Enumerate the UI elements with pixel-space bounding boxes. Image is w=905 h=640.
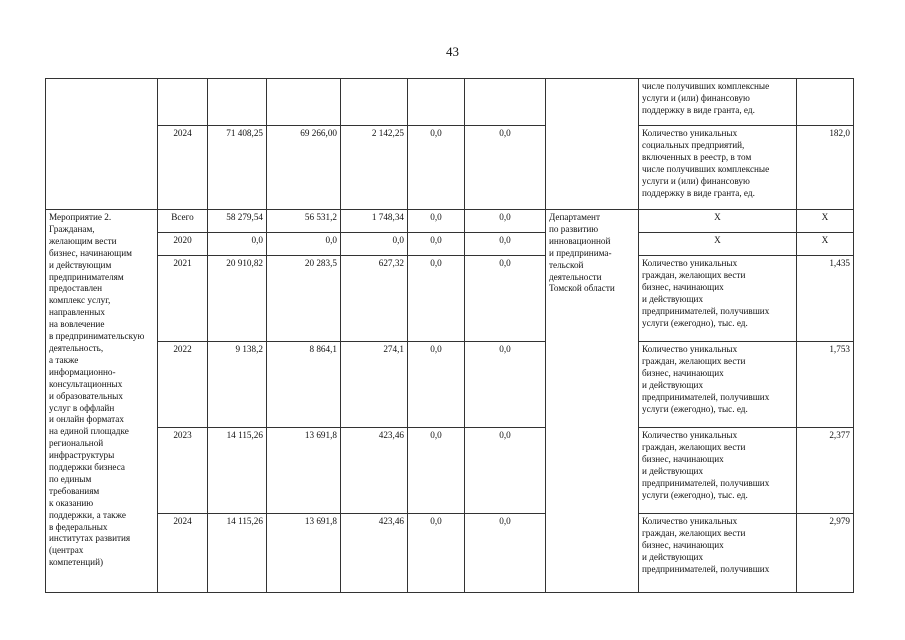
indicator-cell: Количество уникальных социальных предприятий, включенных в реестр, в том числе получивших комплексные услуги и (или) финансовую поддержку в виде гранта, ед. — [639, 126, 797, 210]
value-cell: 1,753 — [797, 342, 854, 428]
year-cell: 2023 — [158, 428, 208, 514]
year-cell: 2020 — [158, 233, 208, 256]
indicator-cell: числе получивших комплексные услуги и (или) финансовую поддержку в виде гранта, ед. — [639, 79, 797, 126]
table-row — [46, 514, 854, 593]
value-cell: Х — [797, 210, 854, 233]
program-table — [45, 78, 854, 593]
extra-cell: 0,0 — [465, 210, 546, 233]
indicator-cell: Х — [639, 210, 797, 233]
year-cell: Всего — [158, 210, 208, 233]
value-cell: 1,435 — [797, 256, 854, 342]
event-name-cell: Мероприятие 2. Гражданам, желающим вести бизнес, начинающим и действующим предпринимателям предоставлен комплекс услуг, направленных на вовлечение в предпринимательскую деятельность, а также информационно- консультационных и образовательных услуг в оффлайн и онлайн форматах на единой площадке региональной инфраструктуры поддержки бизнеса по единым требованиям к оказанию поддержки, а также в федеральных институтах развития (центрах компетенций) — [46, 210, 158, 593]
local-cell: 0,0 — [408, 233, 465, 256]
indicator-cell: Х — [639, 233, 797, 256]
federal-cell: 56 531,2 — [267, 210, 341, 233]
regional-cell: 0,0 — [341, 233, 408, 256]
table-row — [46, 79, 854, 126]
local-cell: 0,0 — [408, 342, 465, 428]
federal-cell: 69 266,00 — [267, 126, 341, 210]
total-cell: 58 279,54 — [208, 210, 267, 233]
local-cell: 0,0 — [408, 514, 465, 593]
table-row — [46, 233, 854, 256]
local-cell: 0,0 — [408, 210, 465, 233]
table-row — [46, 210, 854, 233]
regional-cell: 1 748,34 — [341, 210, 408, 233]
federal-cell: 0,0 — [267, 233, 341, 256]
federal-cell: 13 691,8 — [267, 514, 341, 593]
value-cell: 2,979 — [797, 514, 854, 593]
year-cell: 2021 — [158, 256, 208, 342]
value-cell: 2,377 — [797, 428, 854, 514]
regional-cell: 423,46 — [341, 514, 408, 593]
department-cell: Департамент по развитию инновационной и предпринима- тельской деятельности Томской области — [546, 210, 639, 593]
table-row — [46, 256, 854, 342]
regional-cell: 2 142,25 — [341, 126, 408, 210]
indicator-cell: Количество уникальных граждан, желающих вести бизнес, начинающих и действующих предпринимателей, получивших услуги (ежегодно), тыс. ед. — [639, 256, 797, 342]
federal-cell: 8 864,1 — [267, 342, 341, 428]
regional-cell: 274,1 — [341, 342, 408, 428]
year-cell: 2024 — [158, 126, 208, 210]
extra-cell: 0,0 — [465, 428, 546, 514]
federal-cell: 13 691,8 — [267, 428, 341, 514]
page-number: 43 — [446, 44, 459, 59]
indicator-cell: Количество уникальных граждан, желающих вести бизнес, начинающих и действующих предпринимателей, получивших услуги (ежегодно), тыс. ед. — [639, 342, 797, 428]
prev-department-cell — [546, 79, 639, 210]
extra-cell: 0,0 — [465, 126, 546, 210]
local-cell: 0,0 — [408, 428, 465, 514]
indicator-cell: Количество уникальных граждан, желающих вести бизнес, начинающих и действующих предпринимателей, получивших — [639, 514, 797, 593]
regional-cell: 423,46 — [341, 428, 408, 514]
table-row — [46, 428, 854, 514]
local-cell: 0,0 — [408, 256, 465, 342]
extra-cell: 0,0 — [465, 342, 546, 428]
year-cell: 2022 — [158, 342, 208, 428]
prev-event-cell — [46, 79, 158, 210]
local-cell: 0,0 — [408, 126, 465, 210]
extra-cell: 0,0 — [465, 514, 546, 593]
total-cell: 20 910,82 — [208, 256, 267, 342]
indicator-cell: Количество уникальных граждан, желающих вести бизнес, начинающих и действующих предпринимателей, получивших услуги (ежегодно), тыс. ед. — [639, 428, 797, 514]
value-cell: 182,0 — [797, 126, 854, 210]
extra-cell: 0,0 — [465, 233, 546, 256]
total-cell: 0,0 — [208, 233, 267, 256]
federal-cell: 20 283,5 — [267, 256, 341, 342]
total-cell: 14 115,26 — [208, 514, 267, 593]
total-cell: 9 138,2 — [208, 342, 267, 428]
value-cell: Х — [797, 233, 854, 256]
extra-cell: 0,0 — [465, 256, 546, 342]
table-row — [46, 126, 854, 210]
year-cell: 2024 — [158, 514, 208, 593]
regional-cell: 627,32 — [341, 256, 408, 342]
total-cell: 71 408,25 — [208, 126, 267, 210]
table-row — [46, 342, 854, 428]
total-cell: 14 115,26 — [208, 428, 267, 514]
